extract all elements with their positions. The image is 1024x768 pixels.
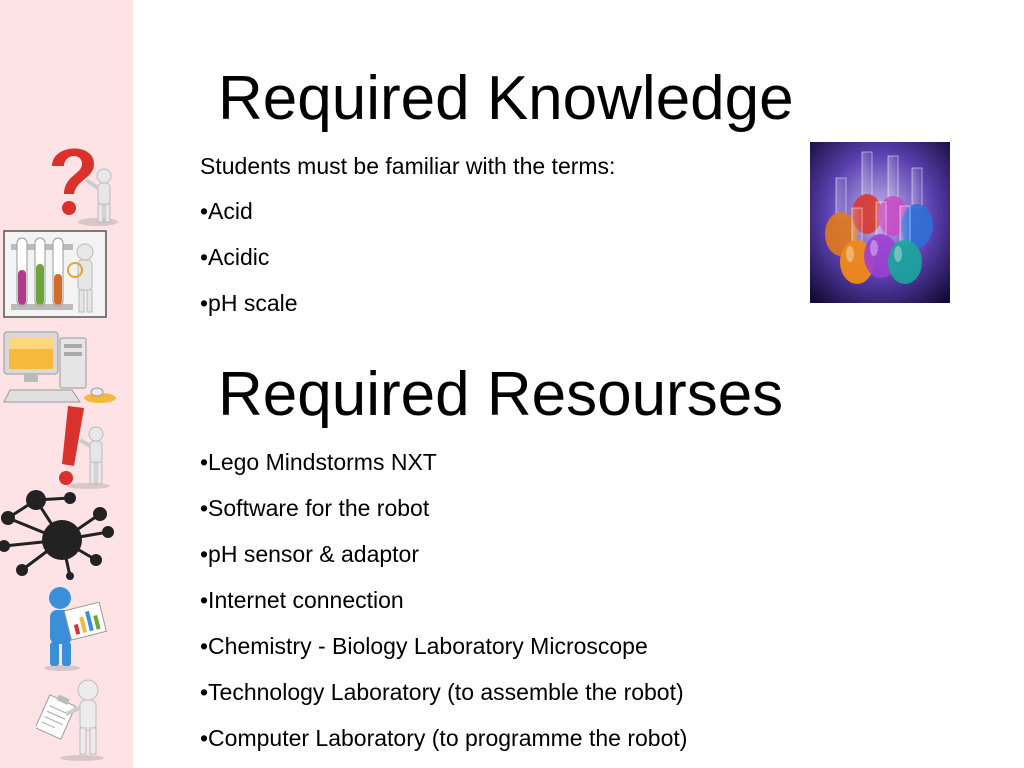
resource-item-tech-lab: •Technology Laboratory (to assemble the robot) [200, 679, 684, 705]
resource-item-lego: •Lego Mindstorms NXT [200, 449, 437, 475]
network-nodes-icon [0, 488, 120, 580]
resource-item-chem-bio-lab: •Chemistry - Biology Laboratory Microscope [200, 633, 648, 659]
resource-item-ph-sensor: •pH sensor & adaptor [200, 541, 420, 567]
resource-item-computer-lab: •Computer Laboratory (to programme the robot) [200, 725, 688, 751]
resource-item-software: •Software for the robot [200, 495, 430, 521]
knowledge-intro: Students must be familiar with the terms: [200, 153, 616, 179]
resources-title: Required Resourses [218, 360, 784, 429]
question-mark-figure-icon [38, 140, 120, 228]
chemistry-flasks-photo [810, 142, 950, 303]
resource-item-internet: •Internet connection [200, 587, 404, 613]
knowledge-item-ph-scale: •pH scale [200, 290, 298, 316]
knowledge-item-acid: •Acid [200, 198, 253, 224]
knowledge-item-acidic: •Acidic [200, 244, 270, 270]
figure-with-clipboard-icon [36, 676, 112, 762]
test-tubes-figure-icon [3, 230, 107, 318]
figure-with-chart-icon [40, 584, 110, 672]
knowledge-title: Required Knowledge [218, 64, 794, 133]
